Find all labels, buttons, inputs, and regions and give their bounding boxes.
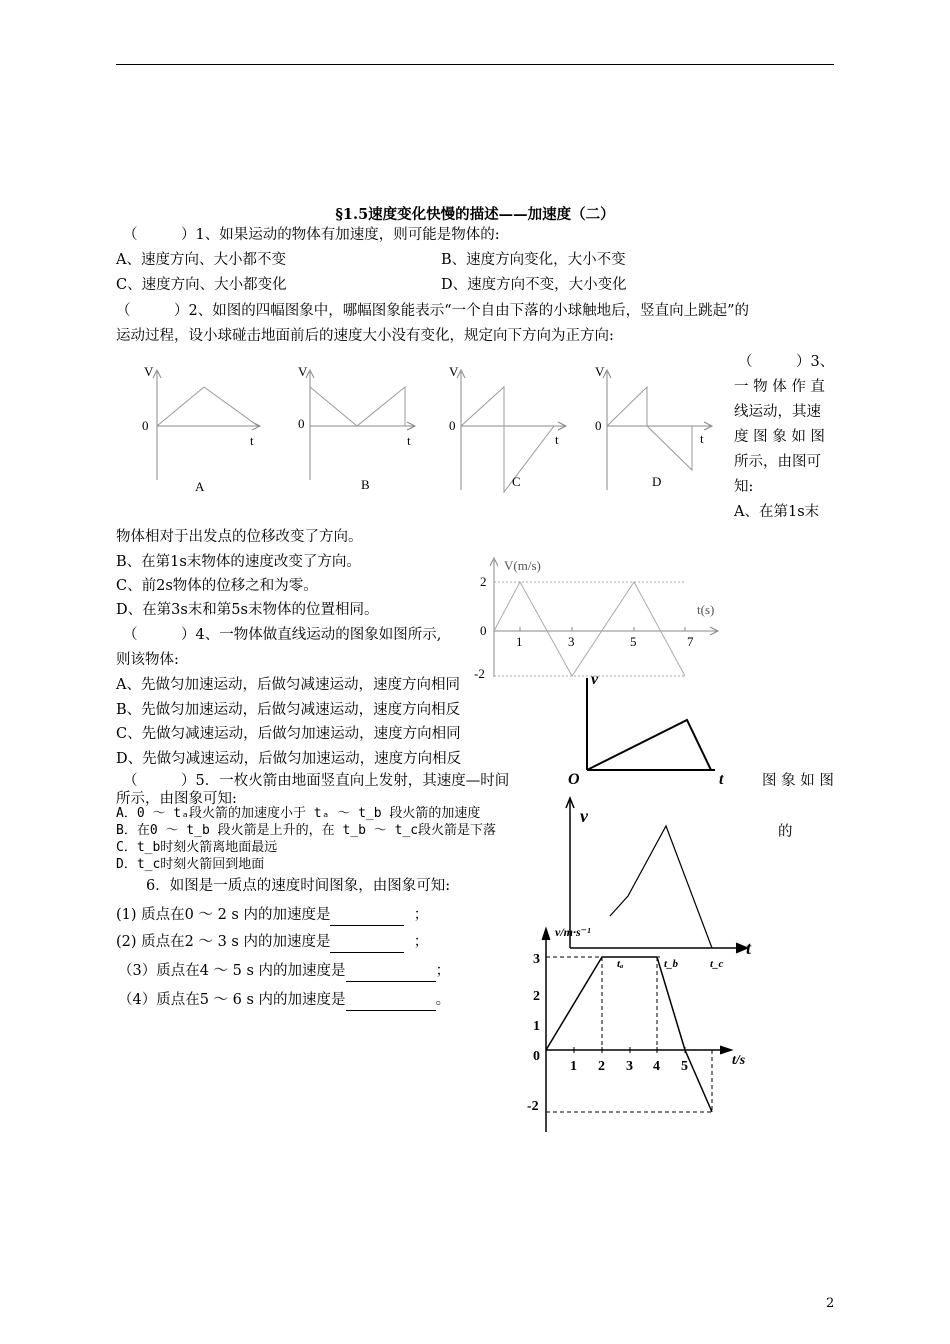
x-tick-5: 5: [630, 634, 637, 649]
q6-item-2-text: (2) 质点在2 ～ 3 s 内的加速度是: [116, 934, 331, 950]
y-axis-label: v/m·s⁻¹: [555, 925, 591, 939]
origin-label: 0: [298, 416, 305, 431]
q6-item-4-text: （4）质点在5 ～ 6 s 内的加速度是: [118, 992, 346, 1008]
q3-option-b: B、在第1s末物体的速度改变了方向。: [116, 554, 361, 570]
x-tick-3: 3: [568, 634, 575, 649]
q2-graph-b: [295, 360, 425, 500]
y-tick-neg2: -2: [474, 666, 485, 681]
answer-blank-3[interactable]: [346, 961, 436, 982]
y-tick-1: 1: [533, 1019, 540, 1034]
q4-velocity-graph: [565, 672, 745, 792]
q6-item-2: [116, 932, 428, 953]
q1-stem: （ ）1、如果运动的物体有加速度，则可能是物体的:: [123, 227, 500, 243]
q4-stem-line1: （ ）4、一物体做直线运动的图象如图所示,: [123, 627, 442, 643]
q3-side-line6: 知:: [734, 479, 754, 495]
graph-label: A: [195, 479, 205, 494]
q5-option-c: C．t_b时刻火箭离地面最远: [116, 840, 278, 855]
q4-option-b: B、先做匀加速运动，后做匀减速运动，速度方向相反: [116, 702, 461, 718]
q3-side-line5: 所示，由图可: [734, 454, 821, 470]
q3-option-a-cont: 物体相对于出发点的位移改变了方向。: [116, 529, 363, 545]
x-tick-2: 2: [598, 1059, 605, 1074]
q2-stem-line2: 运动过程，设小球碰击地面前后的速度大小没有变化，规定向下方向为正方向:: [116, 328, 614, 344]
x-tick-5: 5: [681, 1059, 688, 1074]
axis-v-label: V: [298, 364, 308, 379]
answer-blank-4[interactable]: [346, 990, 436, 1011]
y-tick-3: 3: [533, 952, 540, 967]
answer-blank-2[interactable]: [330, 932, 404, 953]
q2-graph-d: [592, 360, 722, 500]
x-tick-4: 4: [653, 1059, 660, 1074]
axis-t-label: t: [407, 433, 411, 448]
x-tick-1: 1: [516, 634, 523, 649]
page-title: §1.5速度变化快慢的描述——加速度（二）: [335, 206, 615, 223]
q1-option-b: B、速度方向变化，大小不变: [441, 252, 626, 268]
header-rule: [116, 64, 834, 65]
q6-item-4: [118, 990, 450, 1011]
y-tick-0: 0: [480, 623, 487, 638]
q5-stem-line1-end: 图 象 如 图: [762, 773, 834, 789]
q6-item-1-end: ；: [413, 907, 429, 923]
q6-item-1: [116, 905, 428, 926]
q2-stem-line1: （ ）2、如图的四幅图象中，哪幅图象能表示“一个自由下落的小球触地后，竖直向上跳起”的: [116, 303, 750, 319]
q3-option-d: D、在第3s末和第5s末物体的位置相同。: [116, 602, 379, 618]
tb-label: t_b: [664, 958, 679, 970]
x-axis-label: t/s: [732, 1053, 746, 1068]
q5-stem-line2: 所示，由图象可知:: [116, 791, 237, 807]
answer-blank-1[interactable]: [330, 905, 404, 926]
q1-option-d: D、速度方向不变，大小变化: [441, 277, 627, 293]
graph-label: C: [512, 474, 521, 489]
q6-stem: 6．如图是一质点的速度时间图象，由图象可知:: [146, 878, 451, 894]
q3-velocity-graph: [470, 552, 730, 682]
y-tick-2: 2: [533, 989, 540, 1004]
t-axis-label: t: [746, 938, 752, 958]
graph-label: B: [361, 477, 370, 492]
q3-side-line7: A、在第1s末: [734, 504, 820, 520]
q3-side-line1: （ ）3、: [738, 354, 835, 370]
origin-label: 0: [595, 418, 602, 433]
t-axis-label: t: [719, 771, 724, 788]
q1-option-c: C、速度方向、大小都变化: [116, 277, 287, 293]
q4-option-c: C、先做匀减速运动，后做匀加速运动，速度方向相同: [116, 726, 461, 742]
origin-label: 0: [449, 418, 456, 433]
x-axis-label: t(s): [697, 602, 715, 617]
axis-t-label: t: [700, 431, 704, 446]
q2-graph-c: [446, 360, 576, 500]
page-number: 2: [826, 1296, 835, 1311]
axis-v-label: V: [449, 364, 459, 379]
ta-label: tₐ: [617, 958, 624, 970]
axis-v-label: V: [595, 364, 605, 379]
q4-stem-line2: 则该物体:: [116, 652, 179, 668]
v-axis-label: v: [580, 806, 588, 826]
q5-stem-line2-end: 的: [778, 824, 793, 840]
y-axis-label: V(m/s): [504, 558, 541, 573]
x-tick-3: 3: [626, 1059, 633, 1074]
y-tick-0: 0: [533, 1049, 540, 1064]
q3-option-c: C、前2s物体的位移之和为零。: [116, 578, 318, 594]
origin-label: O: [568, 771, 580, 788]
v-axis-label: v: [591, 671, 599, 688]
q1-option-a: A、速度方向、大小都不变: [116, 252, 286, 268]
graph-label: D: [652, 474, 662, 489]
q6-item-3: [118, 961, 450, 982]
q5-option-a: A．0 ～ tₐ段火箭的加速度小于 tₐ ～ t_b 段火箭的加速度: [116, 806, 481, 821]
q4-option-d: D、先做匀减速运动，后做匀加速运动，速度方向相反: [116, 751, 462, 767]
y-tick-neg2: -2: [527, 1099, 539, 1114]
x-tick-1: 1: [570, 1059, 577, 1074]
q3-side-line2: 一 物 体 作 直: [734, 379, 825, 395]
q6-velocity-graph: [520, 920, 770, 1135]
x-tick-7: 7: [687, 634, 694, 649]
q6-item-3-text: （3）质点在4 ～ 5 s 内的加速度是: [118, 963, 346, 979]
q6-item-1-text: (1) 质点在0 ～ 2 s 内的加速度是: [116, 907, 331, 923]
q6-item-4-end: 。: [435, 992, 451, 1008]
q5-stem-line1: （ ）5．一枚火箭由地面竖直向上发射，其速度—时间: [123, 773, 510, 789]
q2-graph-a: [140, 360, 270, 500]
axis-t-label: t: [555, 432, 559, 447]
axis-v-label: V: [144, 364, 154, 379]
q6-item-3-end: ；: [435, 963, 451, 979]
tc-label: t_c: [710, 958, 724, 970]
y-tick-2: 2: [480, 574, 487, 589]
axis-t-label: t: [250, 433, 254, 448]
q3-side-line4: 度 图 象 如 图: [734, 429, 825, 445]
q5-option-b: B．在0 ～ t_b 段火箭是上升的，在 t_b ～ t_c段火箭是下落: [116, 823, 497, 838]
q3-side-line3: 线运动，其速: [734, 404, 821, 420]
q5-option-d: D．t_c时刻火箭回到地面: [116, 857, 265, 872]
q6-item-2-end: ；: [413, 934, 429, 950]
origin-label: 0: [142, 418, 149, 433]
q4-option-a: A、先做匀加速运动，后做匀减速运动，速度方向相同: [116, 677, 460, 693]
